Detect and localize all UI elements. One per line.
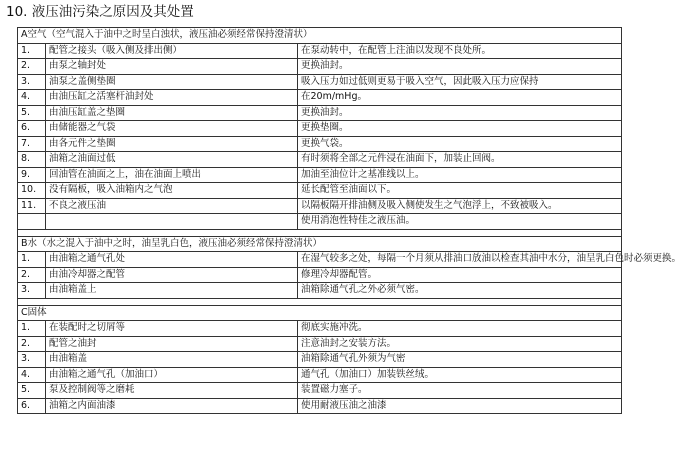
remedy-cell: 加油至油位计之基准线以上。 — [298, 167, 622, 183]
table-row — [18, 214, 622, 230]
cause-cell: 由油箱盖 — [46, 352, 298, 368]
table-row — [18, 198, 622, 214]
remedy-cell: 在泵动转中，在配管上注油以发现不良处所。 — [298, 43, 622, 59]
remedy-cell: 更换垫圈。 — [298, 121, 622, 137]
item-number: 5. — [18, 105, 46, 121]
cause-cell: 配管之油封 — [46, 336, 298, 352]
table-row — [18, 74, 622, 90]
spacer-cell — [18, 298, 622, 305]
item-number: 1. — [18, 43, 46, 59]
cause-cell — [46, 214, 298, 230]
table-row — [18, 152, 622, 168]
section-header: B水（水之混入于油中之时，油呈乳白色，液压油必须经常保持澄清状） — [18, 236, 622, 252]
remedy-cell: 更换油封。 — [298, 59, 622, 75]
table-row — [18, 105, 622, 121]
section-header-row — [18, 236, 622, 252]
remedy-cell: 使用消泡性特佳之液压油。 — [298, 214, 622, 230]
section-header-row — [18, 28, 622, 44]
cause-cell: 由油压缸盖之垫圈 — [46, 105, 298, 121]
table-row — [18, 336, 622, 352]
remedy-cell: 油箱除通气孔外须为气密 — [298, 352, 622, 368]
cause-cell: 回油管在油面之上，油在油面上喷出 — [46, 167, 298, 183]
remedy-cell: 装置磁力塞子。 — [298, 383, 622, 399]
remedy-cell: 吸入压力如过低则更易于吸入空气，因此吸入压力应保持 — [298, 74, 622, 90]
item-number: 4. — [18, 90, 46, 106]
item-number: 3. — [18, 283, 46, 299]
remedy-cell: 更换油封。 — [298, 105, 622, 121]
table-row — [18, 43, 622, 59]
remedy-cell: 修理冷却器配管。 — [298, 267, 622, 283]
page-title: 10. 液压油污染之原因及其处置 — [6, 4, 194, 20]
cause-cell: 由油冷却器之配管 — [46, 267, 298, 283]
table-row — [18, 121, 622, 137]
cause-cell: 油箱之油面过低 — [46, 152, 298, 168]
remedy-cell: 通气孔（加油口）加装铁丝绒。 — [298, 367, 622, 383]
cause-cell: 由储能器之气袋 — [46, 121, 298, 137]
cause-cell: 由泵之轴封处 — [46, 59, 298, 75]
table-row — [18, 183, 622, 199]
cause-cell: 由各元件之垫圈 — [46, 136, 298, 152]
item-number: 4. — [18, 367, 46, 383]
section-header: C固体 — [18, 305, 622, 321]
remedy-cell: 有时须将全部之元件浸在油面下，加装止回阀。 — [298, 152, 622, 168]
item-number — [18, 214, 46, 230]
table-row — [18, 59, 622, 75]
item-number: 10. — [18, 183, 46, 199]
table-row — [18, 383, 622, 399]
remedy-cell: 注意油封之安装方法。 — [298, 336, 622, 352]
table-row — [18, 283, 622, 299]
table-row — [18, 398, 622, 414]
item-number: 11. — [18, 198, 46, 214]
remedy-cell: 延长配管至油面以下。 — [298, 183, 622, 199]
section-spacer — [18, 229, 622, 236]
table-row — [18, 90, 622, 106]
item-number: 8. — [18, 152, 46, 168]
item-number: 2. — [18, 59, 46, 75]
item-number: 6. — [18, 121, 46, 137]
cause-cell: 在装配时之切屑等 — [46, 321, 298, 337]
item-number: 3. — [18, 352, 46, 368]
contamination-table — [17, 27, 681, 414]
cause-cell: 由油箱之通气孔（加油口） — [46, 367, 298, 383]
remedy-cell: 彻底实施冲洗。 — [298, 321, 622, 337]
table-row — [18, 352, 622, 368]
spacer-cell — [18, 229, 622, 236]
item-number: 9. — [18, 167, 46, 183]
section-header: A空气（空气混入于油中之时呈白浊状，液压油必须经常保持澄清状） — [18, 28, 622, 44]
cause-cell: 配管之接头（吸入侧及排出侧） — [46, 43, 298, 59]
item-number: 1. — [18, 321, 46, 337]
table-row — [18, 367, 622, 383]
section-header-row — [18, 305, 622, 321]
item-number: 3. — [18, 74, 46, 90]
item-number: 5. — [18, 383, 46, 399]
table-row — [18, 321, 622, 337]
section-spacer — [18, 298, 622, 305]
item-number: 2. — [18, 336, 46, 352]
remedy-cell: 在湿气较多之处，每隔一个月须从排油口放油以检查其油中水分，油呈乳白色时必须更换。 — [298, 252, 622, 268]
cause-cell: 由油箱盖上 — [46, 283, 298, 299]
cause-cell: 由油压缸之活塞杆油封处 — [46, 90, 298, 106]
item-number: 7. — [18, 136, 46, 152]
remedy-cell: 更换气袋。 — [298, 136, 622, 152]
item-number: 1. — [18, 252, 46, 268]
item-number: 2. — [18, 267, 46, 283]
remedy-cell: 油箱除通气孔之外必须气密。 — [298, 283, 622, 299]
table-row — [18, 267, 622, 283]
table-row — [18, 252, 622, 268]
table-row — [18, 167, 622, 183]
remedy-cell: 使用耐液压油之油漆 — [298, 398, 622, 414]
remedy-cell: 在20m/mHg。 — [298, 90, 622, 106]
table-row — [18, 136, 622, 152]
cause-cell: 油泵之盖侧垫圈 — [46, 74, 298, 90]
cause-cell: 没有隔板，吸入油箱内之气泡 — [46, 183, 298, 199]
cause-cell: 不良之液压油 — [46, 198, 298, 214]
cause-cell: 泵及控制阀等之磨耗 — [46, 383, 298, 399]
item-number: 6. — [18, 398, 46, 414]
remedy-cell: 以隔板隔开排油侧及吸入侧使发生之气泡浮上，不致被吸入。 — [298, 198, 622, 214]
cause-cell: 油箱之内面油漆 — [46, 398, 298, 414]
cause-cell: 由油箱之通气孔处 — [46, 252, 298, 268]
